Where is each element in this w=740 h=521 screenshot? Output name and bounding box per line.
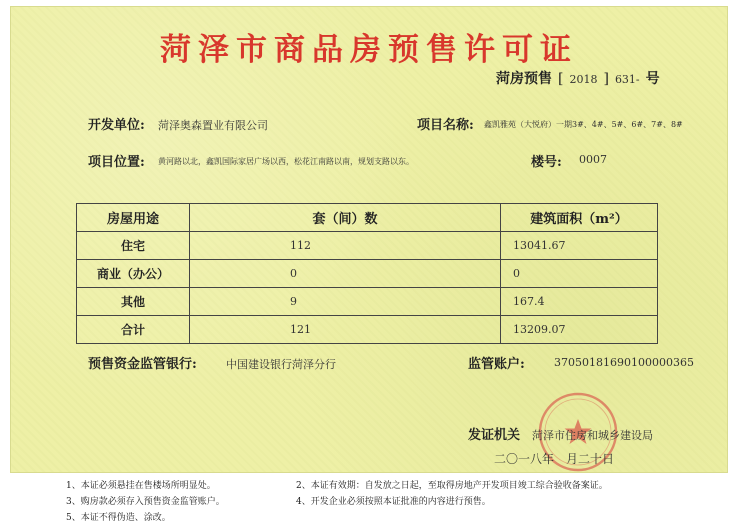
permit-bracket-open: [ bbox=[558, 71, 564, 87]
issue-date: 二〇一八年 月二十日 bbox=[494, 452, 615, 466]
row-area: 167.4 bbox=[501, 288, 658, 316]
note-item: 2、本证有效期：自发放之日起，至取得房地产开发项目竣工综合验收备案证。 bbox=[296, 481, 608, 491]
developer-label: 开发单位: bbox=[88, 118, 145, 133]
project-label: 项目名称: bbox=[417, 118, 474, 133]
issuer-label: 发证机关 bbox=[468, 428, 521, 443]
bank-value: 中国建设银行菏泽分行 bbox=[226, 358, 336, 371]
permit-bracket-close: ] bbox=[603, 71, 609, 87]
row-count: 121 bbox=[190, 316, 501, 344]
account-label: 监管账户: bbox=[468, 357, 525, 372]
building-label: 楼号: bbox=[531, 155, 562, 170]
notes bbox=[66, 478, 706, 521]
account-value: 37050181690100000365 bbox=[554, 356, 694, 369]
table-row bbox=[77, 288, 658, 316]
row-area: 13041.67 bbox=[501, 232, 658, 260]
header-area: 建筑面积（m²） bbox=[501, 204, 658, 232]
developer-value: 菏泽奥森置业有限公司 bbox=[158, 119, 268, 132]
permit-suffix: 号 bbox=[645, 71, 660, 87]
header-count: 套（间）数 bbox=[190, 204, 501, 232]
certificate bbox=[10, 6, 728, 473]
permit-prefix: 菏房预售 bbox=[496, 71, 552, 87]
bank-label: 预售资金监管银行: bbox=[88, 357, 197, 372]
note-item: 3、购房款必须存入预售资金监管账户。 bbox=[66, 497, 225, 507]
row-area: 13209.07 bbox=[501, 316, 658, 344]
location-value: 黄河路以北，鑫凯国际家居广场以西，松花江南路以南，规划支路以东。 bbox=[158, 157, 414, 166]
permit-serial: 631- bbox=[614, 73, 640, 86]
row-use: 商业（办公） bbox=[77, 260, 190, 288]
table-row bbox=[77, 232, 658, 260]
permit-number bbox=[496, 68, 660, 88]
note-item: 1、本证必须悬挂在售楼场所明显处。 bbox=[66, 481, 216, 491]
row-use: 其他 bbox=[77, 288, 190, 316]
building-value: 0007 bbox=[579, 153, 607, 166]
note-item: 4、开发企业必须按照本证批准的内容进行预售。 bbox=[296, 497, 491, 507]
row-use: 合计 bbox=[77, 316, 190, 344]
housing-table bbox=[76, 203, 658, 344]
table-row bbox=[77, 316, 658, 344]
header-use: 房屋用途 bbox=[77, 204, 190, 232]
project-value: 鑫凯雅苑（大悦府）一期3#、4#、5#、6#、7#、8# bbox=[484, 120, 683, 129]
row-count: 9 bbox=[190, 288, 501, 316]
issuer-value: 菏泽市住房和城乡建设局 bbox=[532, 429, 653, 442]
certificate-title: 菏泽市商品房预售许可证 bbox=[160, 32, 578, 68]
table-header-row bbox=[77, 204, 658, 232]
table-row bbox=[77, 260, 658, 288]
row-area: 0 bbox=[501, 260, 658, 288]
row-use: 住宅 bbox=[77, 232, 190, 260]
row-count: 112 bbox=[190, 232, 501, 260]
row-count: 0 bbox=[190, 260, 501, 288]
note-item: 5、本证不得伪造、涂改。 bbox=[66, 513, 171, 521]
permit-year: 2018 bbox=[569, 73, 598, 86]
location-label: 项目位置: bbox=[88, 155, 145, 170]
